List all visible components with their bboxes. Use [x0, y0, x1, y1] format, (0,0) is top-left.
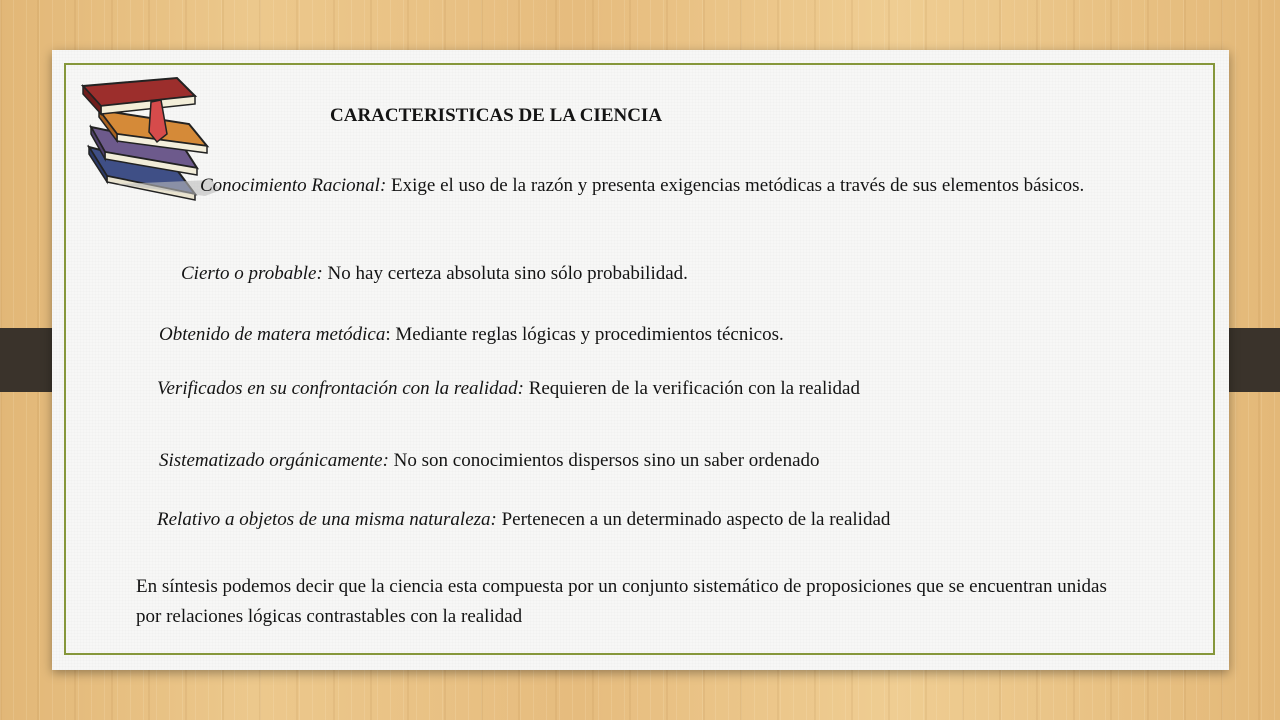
list-item [157, 505, 1057, 535]
list-item [181, 259, 688, 289]
item-text: Requieren de la verificación con la realidad [523, 378, 860, 399]
item-term: Conocimiento Racional: [200, 175, 387, 196]
page-title: CARACTERISTICAS DE LA CIENCIA [330, 105, 663, 126]
item-term: Sistematizado orgánicamente: [159, 450, 389, 471]
list-item [159, 446, 820, 476]
list-item [157, 374, 1092, 404]
item-text: No hay certeza absoluta sino sólo probabilidad. [322, 263, 688, 284]
item-text: Exige el uso de la razón y presenta exigencias metódicas a través de sus elementos básicos. [386, 175, 1085, 196]
item-term: Cierto o probable: [181, 263, 323, 284]
item-term: Obtenido de matera metódica [159, 324, 386, 345]
slide-frame [64, 63, 1215, 655]
slide-paper [52, 50, 1229, 670]
item-term: Relativo a objetos de una misma naturaleza: [157, 509, 497, 530]
item-text: No son conocimientos dispersos sino un saber ordenado [388, 450, 820, 471]
item-text: : Mediante reglas lógicas y procedimientos técnicos. [385, 324, 784, 345]
item-term: Verificados en su confrontación con la realidad: [157, 378, 524, 399]
list-item [159, 320, 784, 350]
summary-paragraph: En síntesis podemos decir que la ciencia esta compuesta por un conjunto sistemático de proposiciones que se encuentran unidas por relaciones lógicas contrastables con la realidad [136, 576, 1107, 627]
item-text: Pertenecen a un determinado aspecto de la realidad [496, 509, 891, 530]
list-item [200, 171, 1095, 201]
